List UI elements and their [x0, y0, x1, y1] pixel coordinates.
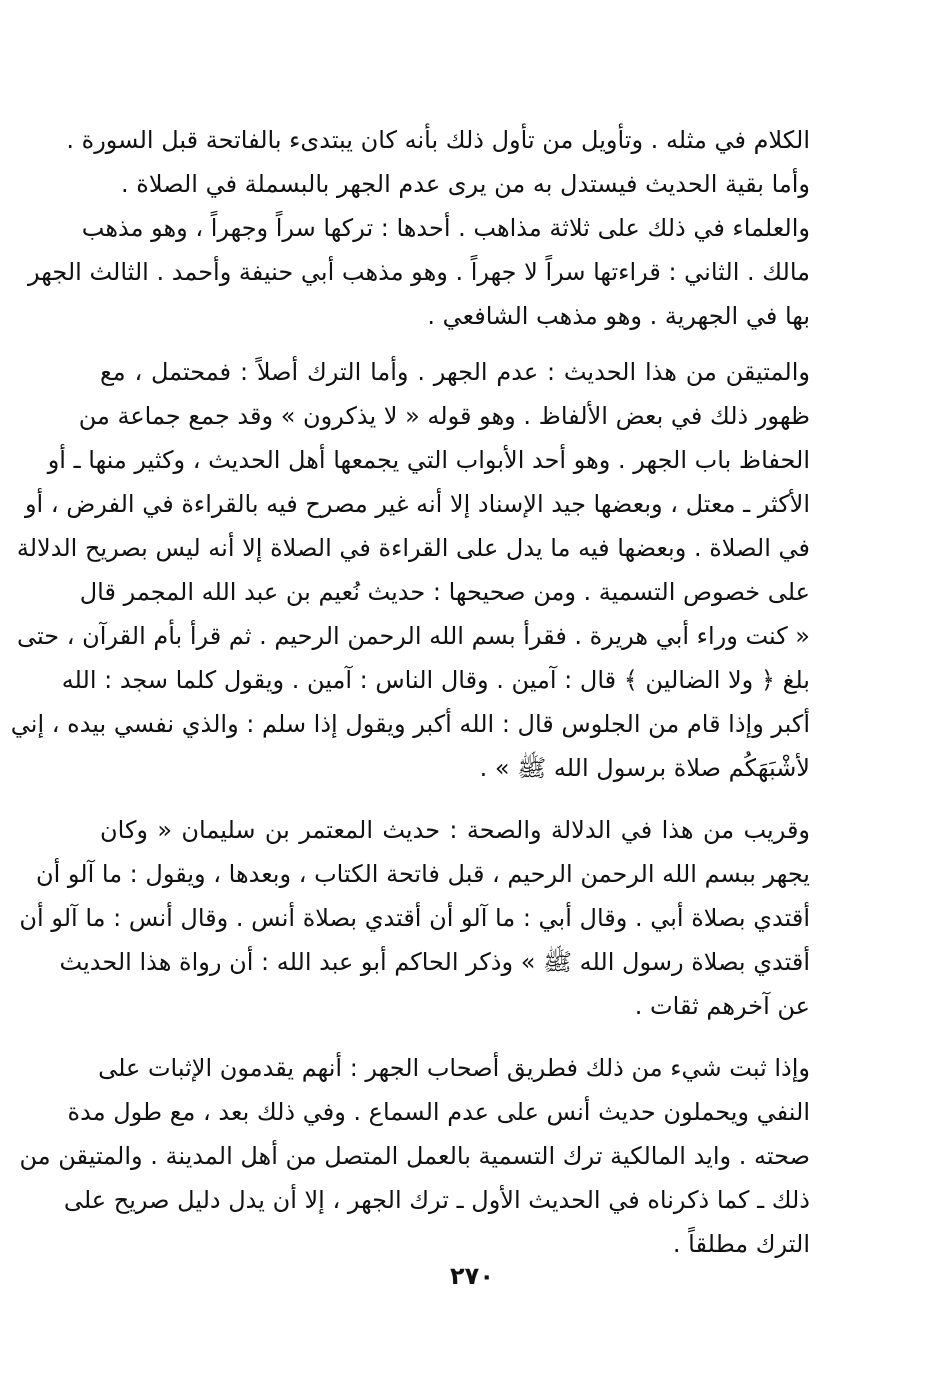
text-line: مالك . الثاني : قراءتها سراً لا جهراً . وهو مذهب أبي حنيفة وأحمد . الثالث الجهر: [28, 258, 810, 286]
text-line: في الصلاة . وبعضها فيه ما يدل على القراءة في الصلاة إلا أنه ليس بصريح الدلالة: [16, 534, 810, 562]
text-line: الحفاظ باب الجهر . وهو أحد الأبواب التي يجمعها أهل الحديث ، وكثير منها ـ أو: [47, 446, 810, 474]
text-line: ظهور ذلك في بعض الألفاظ . وهو قوله « لا يذكرون » وقد جمع جماعة من: [78, 402, 810, 430]
text-line: وقريب من هذا في الدلالة والصحة : حديث المعتمر بن سليمان « وكان: [100, 816, 810, 844]
text-line: « كنت وراء أبي هريرة . فقرأ بسم الله الرحمن الرحيم . ثم قرأ بأم القرآن ، حتى: [17, 622, 810, 650]
text-line: أقتدي بصلاة أبي . وقال أبي : ما آلو أن أقتدي بصلاة أنس . وقال أنس : ما آلو أن: [19, 904, 810, 932]
text-line: صحته . وايد المالكية ترك التسمية بالعمل المتصل من أهل المدينة . والمتيقن من: [19, 1142, 810, 1170]
paragraph-gap: [100, 338, 810, 350]
text-line: وإذا ثبت شيء من ذلك فطريق أصحاب الجهر : أنهم يقدمون الإثبات على: [98, 1054, 810, 1082]
paragraph-3: [19, 808, 810, 1028]
text-line: الأكثر ـ معتل ، وبعضها جيد الإسناد إلا أنه غير مصرح فيه بالقراءة في الفرض ، أو: [24, 490, 810, 518]
text-line: النفي ويحملون حديث أنس على عدم السماع . وفي ذلك بعد ، مع طول مدة: [67, 1098, 810, 1126]
page-number: ٢٧٠: [450, 1262, 494, 1290]
page-body: [10, 118, 810, 1266]
text-line: بلغ ﴿ ولا الضالين ﴾ قال : آمين . وقال الناس : آمين . ويقول كلما سجد : الله: [61, 666, 810, 694]
paragraph-4: [19, 1046, 810, 1266]
text-line: أكبر وإذا قام من الجلوس قال : الله أكبر ويقول إذا سلم : والذي نفسي بيده ، إني: [10, 710, 810, 738]
text-line: لأشْبَهَكُم صلاة برسول الله ﷺ » .: [479, 754, 810, 782]
text-line: بها في الجهرية . وهو مذهب الشافعي .: [427, 302, 810, 330]
text-line: يجهر ببسم الله الرحمن الرحيم ، قبل فاتحة الكتاب ، وبعدها ، ويقول : ما آلو أن: [35, 860, 810, 888]
paragraph-gap: [100, 1028, 810, 1046]
text-line: والعلماء في ذلك على ثلاثة مذاهب . أحدها : تركها سراً وجهراً ، وهو مذهب: [81, 214, 810, 242]
text-line: الكلام في مثله . وتأويل من تأول ذلك بأنه كان يبتدىء بالفاتحة قبل السورة .: [66, 126, 810, 154]
text-line: أقتدي بصلاة رسول الله ﷺ » وذكر الحاكم أبو عبد الله : أن رواة هذا الحديث: [59, 948, 810, 976]
paragraph-1: [28, 118, 810, 338]
paragraph-gap: [100, 790, 810, 808]
text-line: ذلك ـ كما ذكرناه في الحديث الأول ـ ترك الجهر ، إلا أن يدل دليل صريح على: [63, 1186, 810, 1214]
text-line: والمتيقن من هذا الحديث : عدم الجهر . وأما الترك أصلاً : فمحتمل ، مع: [100, 358, 810, 386]
text-line: عن آخرهم ثقات .: [634, 992, 810, 1020]
paragraph-2: [10, 350, 810, 790]
text-line: الترك مطلقاً .: [672, 1230, 810, 1258]
text-line: على خصوص التسمية . ومن صحيحها : حديث نُعيم بن عبد الله المجمر قال: [79, 578, 810, 606]
text-line: وأما بقية الحديث فيستدل به من يرى عدم الجهر بالبسملة في الصلاة .: [121, 170, 810, 198]
